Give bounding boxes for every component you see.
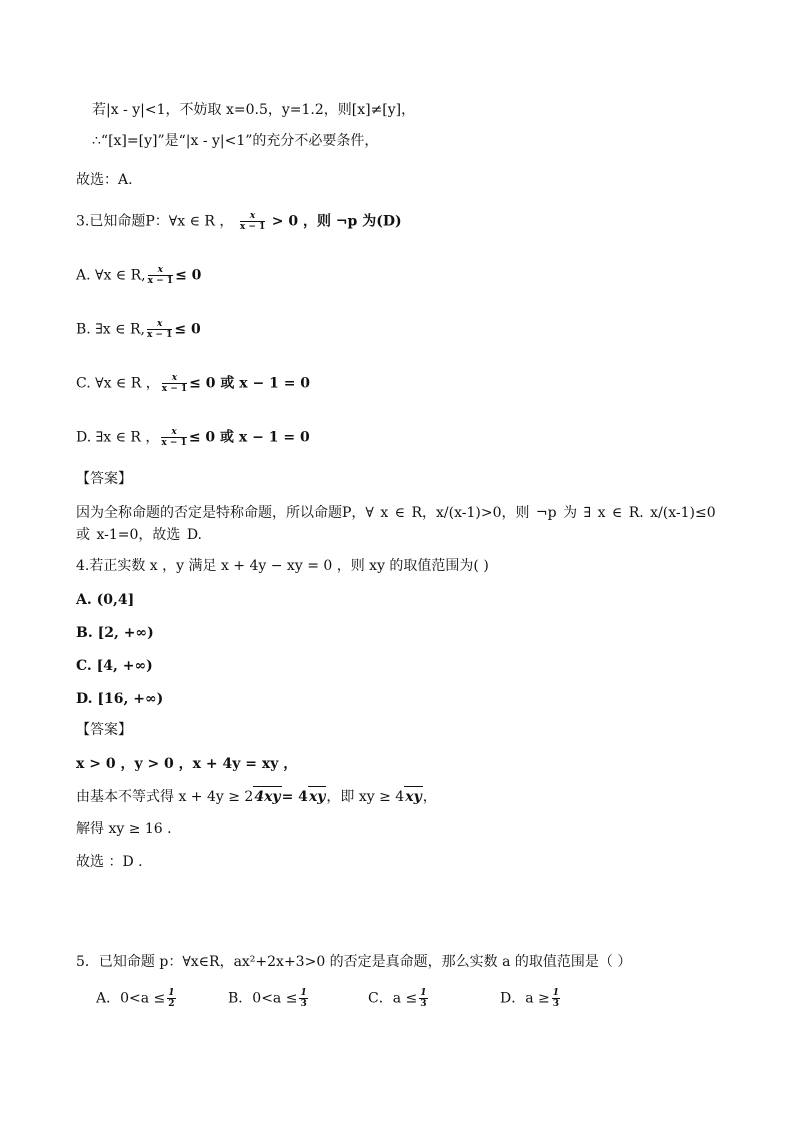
q3-option-c	[76, 373, 310, 394]
frac-denominator: x − 1	[147, 276, 174, 286]
sqrt-xy: xy	[308, 786, 326, 807]
q4-answer-label: 【答案】	[76, 722, 132, 738]
frac-numerator: x	[148, 265, 173, 276]
frac-numerator: 1	[168, 988, 175, 998]
q4-solution-line2	[76, 786, 437, 807]
frac-denominator: 3	[300, 999, 307, 1009]
q3-stem-fraction	[240, 211, 265, 232]
frac-denominator: x − 1	[239, 222, 266, 232]
text: ，	[422, 789, 437, 805]
option-fraction	[162, 373, 187, 394]
q3-option-d	[76, 427, 310, 448]
option-prefix: D. ∃x ∈ R ，	[76, 429, 160, 446]
option-prefix: C. ∀x ∈ R ，	[76, 375, 160, 392]
option-suffix: ≤ 0	[175, 267, 202, 284]
frac-numerator: 1	[420, 988, 427, 998]
q5-option-d	[500, 988, 562, 1009]
option-fraction	[167, 988, 175, 1009]
text: 由基本不等式得 x + 4y ≥ 2	[76, 789, 254, 805]
sol2-line2: ∴“[x]=[y]”是“|x - y|<1”的充分不必要条件，	[92, 133, 379, 149]
option-prefix: C．a ≤	[368, 990, 418, 1007]
frac-denominator: 3	[552, 999, 560, 1009]
q3-stem	[76, 211, 402, 232]
option-fraction	[552, 988, 560, 1009]
option-fraction	[148, 265, 173, 286]
option-prefix: A. ∀x ∈ R,	[76, 267, 146, 284]
q3-answer-label: 【答案】	[76, 471, 132, 487]
q4-solution-line4: 故选 ：D .	[76, 854, 143, 870]
q5-stem: 5．已知命题 p：∀x∈R，ax²+2x+3>0 的否定是真命题，那么实数 a 的取值范围是（ ）	[76, 954, 632, 970]
option-prefix: B．0<a ≤	[228, 990, 298, 1007]
q4-stem: 4.若正实数 x ，y 满足 x + 4y − xy = 0 ，则 xy 的取值范围为( )	[76, 558, 489, 574]
q4-option-a: A. (0,4]	[76, 592, 135, 608]
option-fraction	[299, 988, 307, 1009]
sol2-line1: 若|x - y|<1，不妨取 x=0.5，y=1.2，则[x]≠[y]，	[92, 102, 416, 118]
q3-stem-b: > 0 ，则 ¬p 为(D)	[271, 213, 402, 230]
frac-numerator: x	[162, 373, 187, 384]
frac-denominator: x − 1	[161, 438, 187, 448]
option-prefix: B. ∃x ∈ R,	[76, 321, 145, 338]
q4-solution-line3: 解得 xy ≥ 16 .	[76, 821, 172, 837]
option-fraction	[161, 427, 186, 448]
frac-denominator: x − 1	[161, 384, 188, 394]
sqrt-4xy: 4xy	[253, 786, 281, 807]
frac-denominator: 2	[168, 999, 175, 1009]
sqrt-xy: xy	[404, 786, 422, 807]
q3-stem-a: 3.已知命题P：∀x ∈ R ，	[76, 213, 234, 230]
option-suffix: ≤ 0	[174, 321, 201, 338]
option-prefix: A．0<a ≤	[96, 990, 166, 1007]
q3-option-b	[76, 319, 201, 340]
q3-answer-text: 因为全称命题的否定是特称命题，所以命题P，∀ x ∈ R，x/(x-1)>0，则 ¬p 为 ∃ x ∈ R. x/(x-1)≤0 或 x-1=0，故选 D.	[76, 505, 716, 543]
text: ，即 xy ≥ 4	[326, 789, 405, 805]
option-suffix: ≤ 0 或 x − 1 = 0	[188, 429, 310, 446]
sol2-choice: 故选：A.	[76, 172, 133, 188]
frac-numerator: x	[161, 427, 186, 438]
option-fraction	[147, 319, 172, 340]
q4-solution-line1: x > 0 ，y > 0 ，x + 4y = xy ，	[76, 756, 298, 772]
q5-option-b	[228, 988, 310, 1009]
text: = 4	[281, 789, 308, 805]
frac-denominator: x − 1	[146, 330, 173, 340]
frac-numerator: x	[147, 319, 172, 330]
option-prefix: D．a ≥	[500, 990, 550, 1007]
frac-numerator: 1	[300, 988, 307, 998]
q4-option-d: D. [16, +∞)	[76, 691, 164, 707]
q5-option-c	[368, 988, 430, 1009]
q3-option-a	[76, 265, 201, 286]
frac-denominator: 3	[420, 999, 427, 1009]
q4-option-c: C. [4, +∞)	[76, 658, 153, 674]
option-fraction	[419, 988, 427, 1009]
frac-numerator: x	[240, 211, 265, 222]
frac-numerator: 1	[552, 988, 560, 998]
q5-option-a	[96, 988, 178, 1009]
q4-option-b: B. [2, +∞)	[76, 625, 154, 641]
option-suffix: ≤ 0 或 x − 1 = 0	[189, 375, 311, 392]
